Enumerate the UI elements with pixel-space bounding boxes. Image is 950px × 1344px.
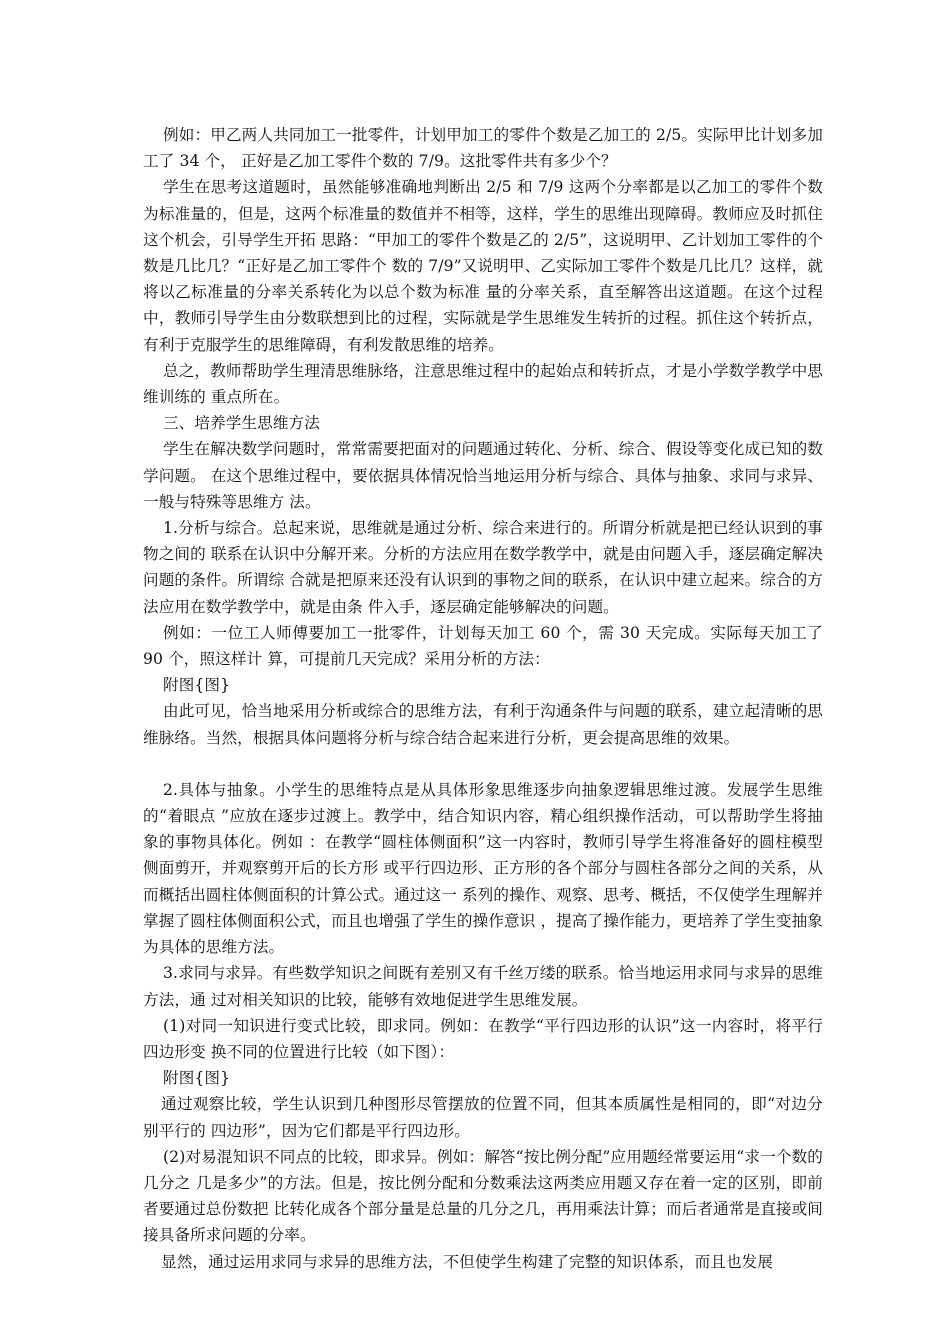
paragraph-example-parts: 例如：甲乙两人共同加工一批零件，计划甲加工的零件个数是乙加工的 2/5。实际甲比计划多加工了 34 个， 正好是乙加工零件个数的 7/9。这批零件共有多少个？	[143, 126, 823, 171]
figure-placeholder-1: 附图{图}	[163, 676, 231, 695]
paragraph-methods-intro: 学生在解决数学问题时，常常需要把面对的问题通过转化、分析、综合、假设等变化成已知的数学问题。 在这个思维过程中，要依据具体情况恰当地运用分析与综合、具体与抽象、求同与求异、一般与特殊等思维方 法。	[143, 440, 823, 511]
paragraph-summary: 总之，教师帮助学生理清思维脉络，注意思维过程中的起始点和转折点，才是小学数学教学中思维训练的 重点所在。	[143, 361, 823, 407]
paragraph-student-thinking: 学生在思考这道题时，虽然能够准确地判断出 2/5 和 7/9 这两个分率都是以乙加工的零件个数为标准量的，但是，这两个标准量的数值并不相等，这样，学生的思维出现障碍。教师应及时抓住这个机会，引导学生开拓 思路：“甲加工的零件个数是乙的 2/5”，这说明甲、乙计划加工零件的个数是几比几？“正好是乙加工零件个 数的 7/9”又说明甲、乙实际加工零件个数是几比几？这样，就将以乙标准量的分率关系转化为以总个数为标准 量的分率关系，直至解答出这道题。在这个过程中，教师引导学生由分数联想到比的过程，实际就是学生思维发生转折的过程。抓住这个转折点，有利于克服学生的思维障碍，有利发散思维的培养。	[143, 178, 823, 354]
paragraph-conclusion-analysis: 由此可见，恰当地采用分析或综合的思维方法，有利于沟通条件与问题的联系，建立起清晰的思维脉络。当然，根据具体问题将分析与综合结合起来进行分析，更会提高思维的效果。	[143, 702, 823, 747]
paragraph-final: 显然，通过运用求同与求异的思维方法，不但使学生构建了完整的知识体系，而且也发展	[161, 1252, 774, 1271]
paragraph-observation: 通过观察比较，学生认识到几种图形尽管摆放的位置不同，但其本质属性是相同的，即“对边分别平行的 四边形”，因为它们都是平行四边形。	[143, 1095, 823, 1140]
document-body	[143, 122, 823, 1275]
paragraph-example-worker: 例如：一位工人师傅要加工一批零件，计划每天加工 60 个，需 30 天完成。实际每天加工了 90 个，照这样计 算，可提前几天完成？采用分析的方法：	[143, 623, 823, 669]
paragraph-variant-comparison: (1)对同一知识进行变式比较，即求同。例如：在教学“平行四边形的认识”这一内容时，将平行四边形变 换不同的位置进行比较（如下图）：	[143, 1016, 823, 1061]
section-heading-thinking-methods: 三、培养学生思维方法	[163, 414, 320, 433]
paragraph-analysis-synthesis: 1.分析与综合。总起来说，思维就是通过分析、综合来进行的。所谓分析就是把已经认识到的事物之间的 联系在认识中分解开来。分析的方法应用在数学教学中，就是由问题入手，逐层确定解决问题的条件。所谓综 合就是把原来还没有认识到的事物之间的联系，在认识中建立起来。综合的方法应用在数学教学中，就是由条 件入手，逐层确定能够解决的问题。	[143, 519, 823, 616]
paragraph-concrete-abstract: 2.具体与抽象。小学生的思维特点是从具体形象思维逐步向抽象逻辑思维过渡。发展学生思维的“着眼点 ”应放在逐步过渡上。教学中，结合知识内容，精心组织操作活动，可以帮助学生将抽象的事物具体化。例如 ：在教学“圆柱体侧面积”这一内容时，教师引导学生将准备好的圆柱模型侧面剪开，并观察剪开后的长方形 或平行四边形、正方形的各个部分与圆柱各部分之间的关系，从而概括出圆柱体侧面积的计算公式。通过这一 系列的操作、观察、思考、概括，不仅使学生理解并掌握了圆柱体侧面积公式，而且也增强了学生的操作意识 ，提高了操作能力，更培养了学生变抽象为具体的思维方法。	[143, 780, 823, 957]
figure-placeholder-2: 附图{图}	[163, 1069, 231, 1088]
paragraph-difference-comparison: (2)对易混知识不同点的比较，即求异。例如：解答“按比例分配”应用题经常要运用“求一个数的几分之 几是多少”的方法。但是，按比例分配和分数乘法这两类应用题又存在着一定的区别，即前者要通过总份数把 比转化成各个部分量是总量的几分之几，再用乘法计算；而后者通常是直接或间接具备所求问题的分率。	[143, 1147, 823, 1245]
paragraph-same-different: 3.求同与求异。有些数学知识之间既有差别又有千丝万缕的联系。恰当地运用求同与求异的思维方法，通 过对相关知识的比较，能够有效地促进学生思维发展。	[143, 964, 823, 1009]
blank-line	[143, 751, 823, 777]
